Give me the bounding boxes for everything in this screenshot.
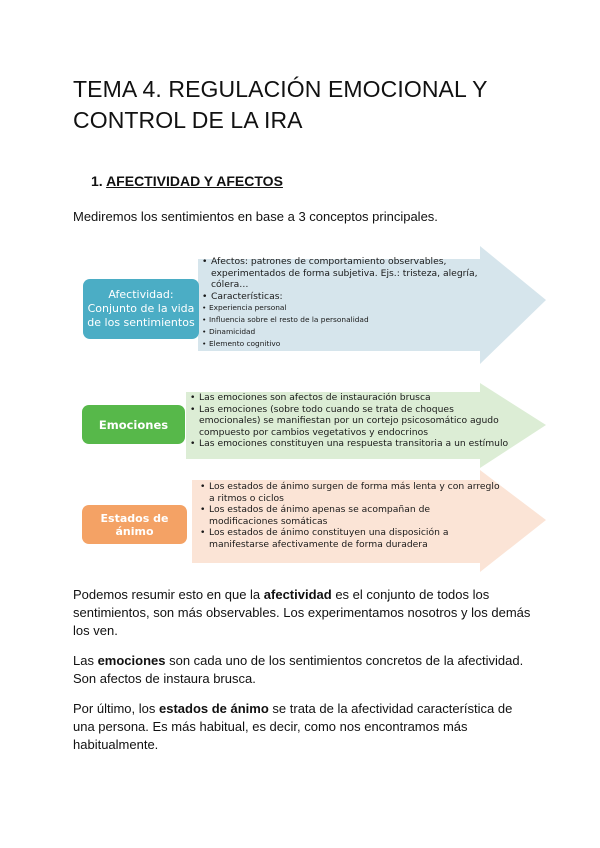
paragraph-keyword: estados de ánimo	[158, 701, 269, 716]
box-afectividad	[83, 279, 199, 339]
bullet-item: • Afectos: patrones de comportamiento observables, experimentados de forma subjetiva. Ejs.: tristeza, alegría, cólera…	[202, 256, 492, 291]
sub-bullet-item: • Experiencia personal	[202, 302, 492, 314]
section-number: 1.	[91, 173, 103, 189]
paragraph-keyword: afectividad	[263, 587, 332, 602]
bullet-item: • Los estados de ánimo constituyen una disposición a manifestarse afectivamente de forma duradera	[200, 527, 500, 550]
paragraph-keyword: emociones	[97, 653, 166, 668]
page-title: TEMA 4. REGULACIÓN EMOCIONAL Y CONTROL DE LA IRA	[73, 76, 488, 133]
paragraph-text: Las	[73, 653, 98, 668]
box-afectividad-title: Afectividad:	[108, 288, 174, 301]
paragraph-text: Por último, los	[73, 701, 159, 716]
box-estados-animo: Estados de ánimo	[82, 505, 187, 544]
bullet-item: • Los estados de ánimo surgen de forma más lenta y con arreglo a ritmos o ciclos	[200, 481, 500, 504]
emociones-bullets	[190, 392, 515, 450]
section-heading-text: AFECTIVIDAD Y AFECTOS	[106, 173, 283, 189]
afectividad-bullets	[202, 256, 492, 350]
bullet-item: • Las emociones (sobre todo cuando se trata de choques emocionales) se manifiestan por un cortejo psicosomático agudo compuesto por cambios vegetativos y endocrinos	[190, 404, 515, 439]
paragraph-emociones	[73, 652, 533, 688]
paragraph-estados-animo	[73, 700, 533, 754]
bullet-item: • Los estados de ánimo apenas se acompañan de modificaciones somáticas	[200, 504, 500, 527]
box-emociones: Emociones	[82, 405, 185, 444]
sub-bullet-item: • Influencia sobre el resto de la personalidad	[202, 314, 492, 326]
intro-text: Mediremos los sentimientos en base a 3 conceptos principales.	[73, 209, 438, 224]
sub-bullet-item: • Elemento cognitivo	[202, 338, 492, 350]
paragraph-afectividad	[73, 586, 533, 640]
bullet-item: • Las emociones constituyen una respuesta transitoria a un estímulo	[190, 438, 515, 450]
paragraph-text: Podemos resumir esto en que la	[73, 587, 264, 602]
paragraph-text: es el conjunto de todos los sentimientos, son más observables. Los experimentamos nosotros y los demás los ven.	[73, 587, 531, 638]
paragraph-text: se trata de la afectividad característica de una persona. Es más habitual, es decir, como nos encontramos más habitualmente.	[73, 701, 513, 752]
estados-animo-bullets	[200, 481, 500, 551]
paragraph-text: son cada uno de los sentimientos concretos de la afectividad. Son afectos de instaura brusca.	[73, 653, 524, 686]
box-afectividad-subtitle-2: de los sentimientos	[87, 316, 195, 329]
sub-bullet-item: • Dinamicidad	[202, 326, 492, 338]
bullet-item: • Las emociones son afectos de instauración brusca	[190, 392, 515, 404]
box-afectividad-subtitle-1: Conjunto de la vida	[87, 302, 195, 315]
bullet-item: • Características:	[202, 291, 492, 303]
